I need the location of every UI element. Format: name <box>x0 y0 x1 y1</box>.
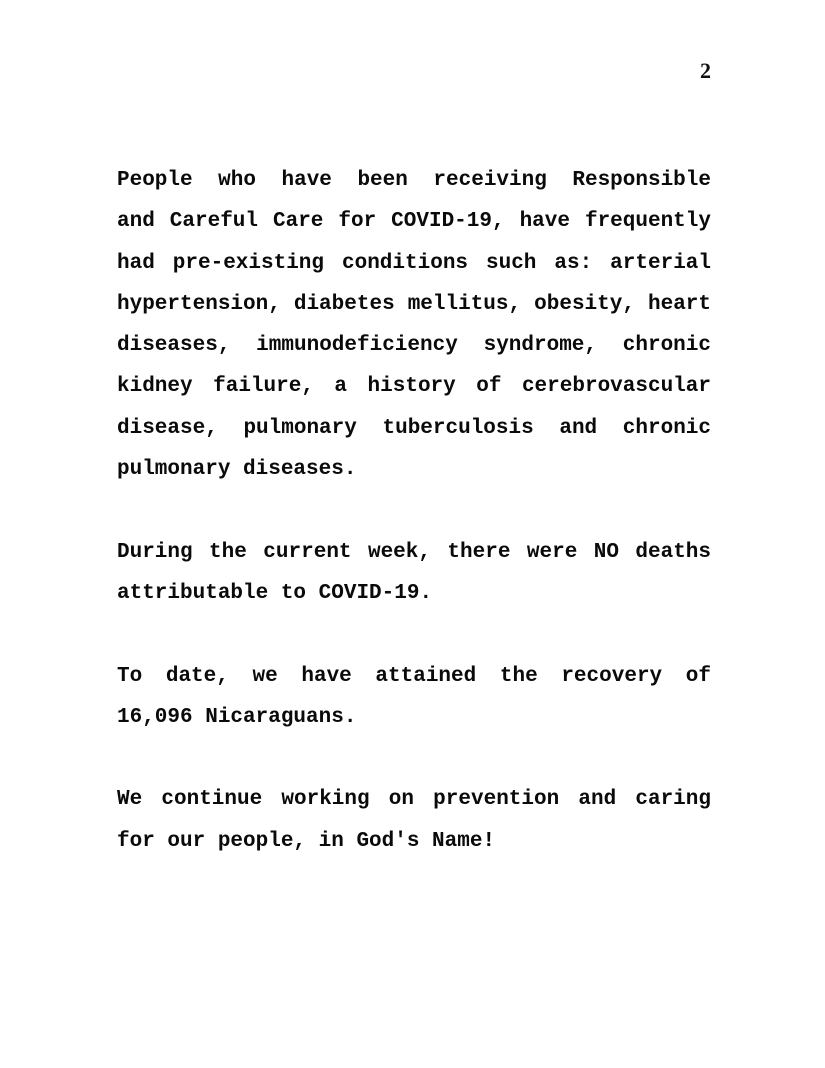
text-line: had pre-existing conditions such as: arterial <box>117 251 711 275</box>
text-line: People who have been receiving Responsible <box>117 169 711 192</box>
text-line: We continue working on prevention and caring <box>117 788 711 812</box>
text-line: During the current week, there were NO deaths <box>117 540 711 564</box>
text-line: diseases, immunodeficiency syndrome, chronic <box>117 334 711 358</box>
text-line: and Careful Care for COVID-19, have frequently <box>117 210 711 234</box>
paragraph <box>117 779 711 862</box>
text-line: To date, we have attained the recovery of <box>117 664 711 688</box>
text-line: kidney failure, a history of cerebrovascular <box>117 375 711 399</box>
paragraph <box>117 532 711 615</box>
paragraph <box>117 160 711 490</box>
text-line: 16,096 Nicaraguans. <box>117 705 357 729</box>
text-line: pulmonary diseases. <box>117 458 357 482</box>
document-body <box>117 160 711 862</box>
text-line: for our people, in God's Name! <box>117 829 496 853</box>
paragraph <box>117 656 711 739</box>
content-column <box>117 58 711 862</box>
text-line: disease, pulmonary tuberculosis and chronic <box>117 416 711 440</box>
text-line: attributable to COVID-19. <box>117 581 433 605</box>
text-line: hypertension, diabetes mellitus, obesity, heart <box>117 292 711 316</box>
page-number: 2 <box>700 58 711 83</box>
